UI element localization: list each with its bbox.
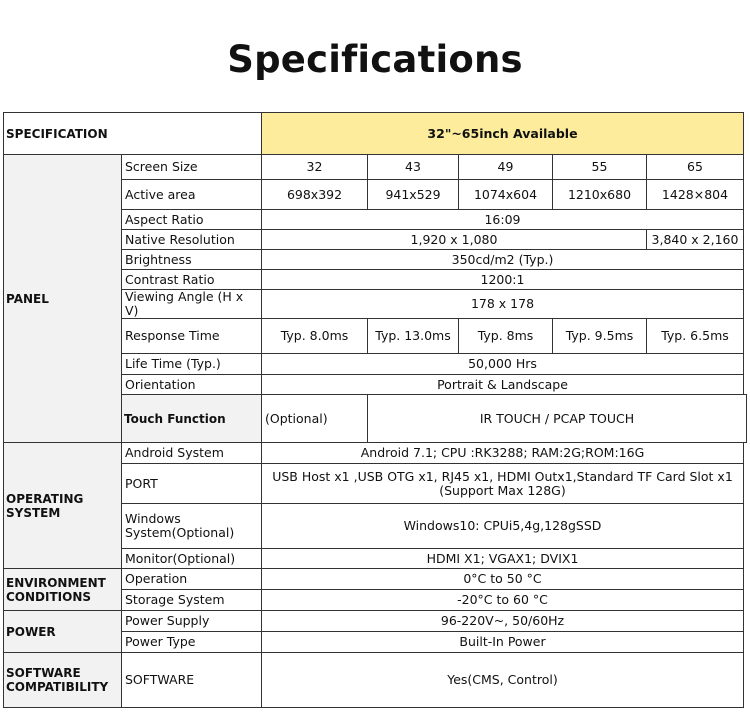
category-touch: Touch Function (122, 395, 262, 443)
row-label: Screen Size (122, 155, 262, 180)
cell: Typ. 9.5ms (553, 319, 647, 354)
row-label: PORT (122, 464, 262, 504)
row-label: Viewing Angle (H x V) (122, 290, 262, 319)
header-right: 32"~65inch Available (262, 113, 744, 155)
cell: Windows10: CPUi5,4g,128gSSD (262, 504, 744, 549)
cell: Yes(CMS, Control) (262, 653, 744, 708)
row-label: (Optional) (262, 395, 368, 443)
cell: 65 (647, 155, 744, 180)
cell: Android 7.1; CPU :RK3288; RAM:2G;ROM:16G (262, 443, 744, 464)
row-label: Life Time (Typ.) (122, 354, 262, 375)
cell: Typ. 8ms (459, 319, 553, 354)
cell: 1210x680 (553, 180, 647, 210)
cell: 43 (368, 155, 459, 180)
row-label: Power Supply (122, 611, 262, 632)
cell: Portrait & Landscape (262, 375, 744, 395)
row-label: SOFTWARE (122, 653, 262, 708)
row-label: Windows System(Optional) (122, 504, 262, 549)
cell: 55 (553, 155, 647, 180)
cell: 1428×804 (647, 180, 744, 210)
row-label: Power Type (122, 632, 262, 653)
row-label: Monitor(Optional) (122, 549, 262, 569)
header-left: SPECIFICATION (4, 113, 262, 155)
row-label: Android System (122, 443, 262, 464)
page-title: Specifications (227, 38, 523, 81)
row-label: Brightness (122, 250, 262, 270)
cell: -20°C to 60 °C (262, 590, 744, 611)
row-label: Response Time (122, 319, 262, 354)
cell: Typ. 6.5ms (647, 319, 744, 354)
cell: 698x392 (262, 180, 368, 210)
cell: 16:09 (262, 210, 744, 230)
table-row (4, 443, 747, 464)
category-software: SOFTWARE COMPATIBILITY (4, 653, 122, 708)
table-row (4, 569, 747, 590)
table-row (4, 653, 747, 708)
row-label: Operation (122, 569, 262, 590)
cell: 0°C to 50 °C (262, 569, 744, 590)
row-label: Aspect Ratio (122, 210, 262, 230)
cell: 1200:1 (262, 270, 744, 290)
cell: 49 (459, 155, 553, 180)
port-value-line1: USB Host x1 ,USB OTG x1, RJ45 x1, HDMI Outx1,Standard TF Card Slot x1 (272, 468, 733, 484)
table-row (4, 611, 747, 632)
cell: 96-220V~, 50/60Hz (262, 611, 744, 632)
cell: 350cd/m2 (Typ.) (262, 250, 744, 270)
category-os: OPERATING SYSTEM (4, 443, 122, 569)
cell: Typ. 13.0ms (368, 319, 459, 354)
row-label: Orientation (122, 375, 262, 395)
cell: 50,000 Hrs (262, 354, 744, 375)
cell: Built-In Power (262, 632, 744, 653)
cell: IR TOUCH / PCAP TOUCH (368, 395, 747, 443)
header-row (4, 113, 747, 155)
category-power: POWER (4, 611, 122, 653)
cell: 1,920 x 1,080 (262, 230, 647, 250)
cell: 3,840 x 2,160 (647, 230, 744, 250)
table-row (4, 155, 747, 180)
row-label: Contrast Ratio (122, 270, 262, 290)
port-value-line2: (Support Max 128G) (439, 482, 566, 498)
cell: HDMI X1; VGAX1; DVIX1 (262, 549, 744, 569)
cell: 1074x604 (459, 180, 553, 210)
cell: Typ. 8.0ms (262, 319, 368, 354)
row-label: Storage System (122, 590, 262, 611)
category-environment: ENVIRONMENT CONDITIONS (4, 569, 122, 611)
cell: 941x529 (368, 180, 459, 210)
spec-table (3, 112, 747, 708)
cell (262, 464, 744, 504)
category-panel: PANEL (4, 155, 122, 443)
row-label: Native Resolution (122, 230, 262, 250)
row-label: Active area (122, 180, 262, 210)
cell: 178 x 178 (262, 290, 744, 319)
cell: 32 (262, 155, 368, 180)
